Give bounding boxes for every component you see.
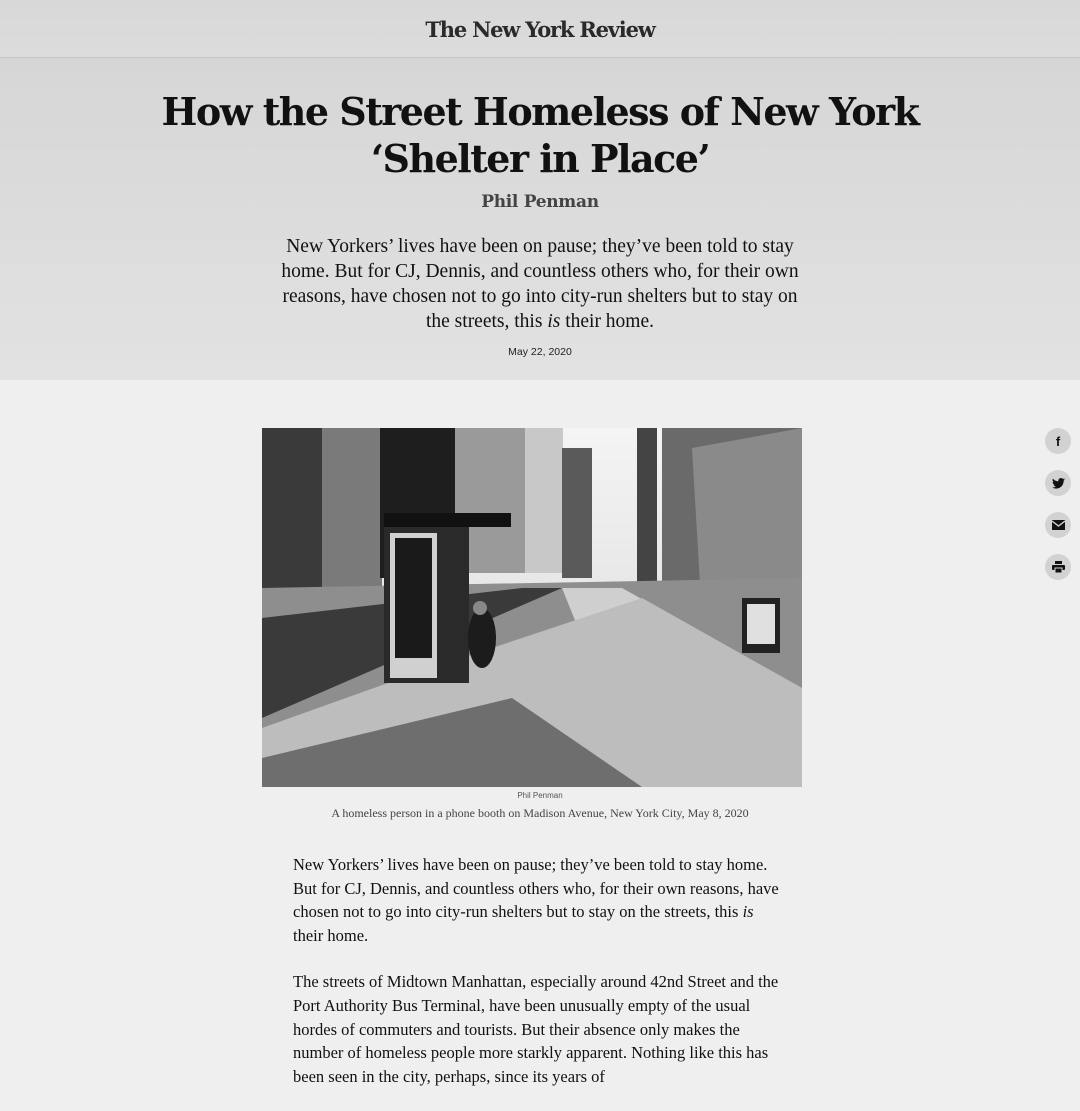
facebook-icon[interactable]: f: [1045, 428, 1071, 454]
article-header: [0, 58, 1080, 380]
article-photo: [262, 428, 802, 787]
twitter-icon[interactable]: [1045, 470, 1071, 496]
paragraph-text: New Yorkers’ lives have been on pause; they’ve been told to stay home. But for CJ, Dennis, and countless others who, for their own reasons, have chosen not to go into city-run shelters but to stay on the streets, this: [293, 855, 779, 922]
title-line: How the Street Homeless of New York: [161, 89, 919, 134]
dek-emphasis: is: [547, 311, 561, 332]
site-logo[interactable]: The New York Review: [425, 17, 655, 42]
article-title: [0, 88, 1080, 182]
share-bar: [1045, 428, 1071, 596]
paragraph: The streets of Midtown Manhattan, especially around 42nd Street and the Port Authority Bus Terminal, have been unusually empty of the usual hordes of commuters and tourists. But their absence only makes the number of homeless people more starkly apparent. Nothing like this has been seen in the city, perhaps, since its years of: [293, 972, 779, 1086]
email-icon[interactable]: [1045, 512, 1071, 538]
photo-caption: A homeless person in a phone booth on Madison Avenue, New York City, May 8, 2020: [331, 806, 749, 820]
print-icon[interactable]: [1045, 554, 1071, 580]
paragraph: [293, 853, 783, 947]
paragraph-emphasis: is: [742, 902, 754, 922]
paragraph-text: their home.: [293, 925, 369, 945]
dek-text: their home.: [560, 311, 655, 332]
publish-date: May 22, 2020: [508, 346, 572, 358]
title-line: ‘Shelter in Place’: [370, 136, 710, 181]
dek-text: New Yorkers’ lives have been on pause; they’ve been told to stay home. But for CJ, Dennis, and countless others who, for their own reasons, have chosen not to go into city-run shelters but to stay on the streets, this: [281, 236, 799, 332]
photo-credit: Phil Penman: [517, 791, 563, 800]
article-dek: [280, 234, 800, 334]
author-name[interactable]: Phil Penman: [481, 192, 599, 212]
article-body: [293, 853, 783, 1111]
masthead: [0, 0, 1080, 58]
